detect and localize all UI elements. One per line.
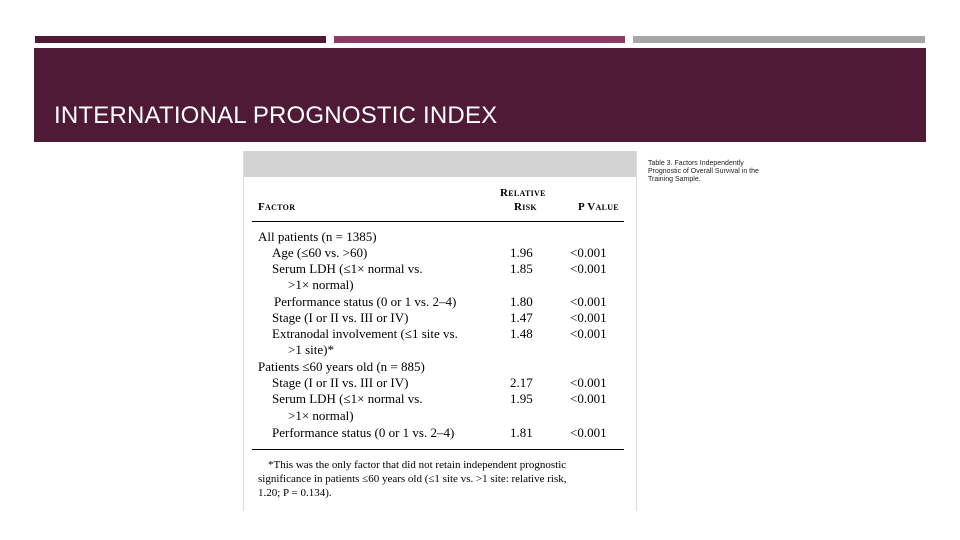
table-row bbox=[244, 359, 636, 374]
accent-stripe-dark bbox=[35, 36, 326, 43]
accent-stripe-magenta bbox=[334, 36, 625, 43]
row-label: >1× normal) bbox=[288, 277, 354, 292]
row-relative-risk: 1.48 bbox=[510, 326, 533, 341]
row-relative-risk: 1.81 bbox=[510, 425, 533, 440]
table-row bbox=[244, 326, 636, 341]
row-label: >1 site)* bbox=[288, 342, 334, 357]
row-label: >1× normal) bbox=[288, 408, 354, 423]
table-row bbox=[244, 310, 636, 325]
prognostic-table bbox=[243, 151, 637, 511]
row-p-value: <0.001 bbox=[570, 375, 607, 390]
row-label: Serum LDH (≤1× normal vs. bbox=[272, 391, 423, 406]
header-relative-risk-line1: Relative bbox=[500, 187, 546, 199]
row-p-value: <0.001 bbox=[570, 261, 607, 276]
table-row bbox=[244, 261, 636, 276]
table-footnote bbox=[258, 458, 628, 500]
row-p-value: <0.001 bbox=[570, 294, 607, 309]
row-label: Stage (I or II vs. III or IV) bbox=[272, 310, 409, 325]
caption-line: Table 3. Factors Independently bbox=[648, 160, 744, 167]
row-p-value: <0.001 bbox=[570, 391, 607, 406]
table-row bbox=[244, 425, 636, 440]
table-row bbox=[244, 375, 636, 390]
row-relative-risk: 1.85 bbox=[510, 261, 533, 276]
table-row bbox=[244, 294, 636, 309]
table-row bbox=[244, 245, 636, 260]
row-label: Age (≤60 vs. >60) bbox=[272, 245, 368, 260]
table-rule-bottom bbox=[252, 449, 624, 450]
row-p-value: <0.001 bbox=[570, 425, 607, 440]
table-rule-top bbox=[252, 221, 624, 222]
row-p-value: <0.001 bbox=[570, 245, 607, 260]
title-band bbox=[34, 48, 926, 142]
row-relative-risk: 1.96 bbox=[510, 245, 533, 260]
row-relative-risk: 2.17 bbox=[510, 375, 533, 390]
header-factor: Factor bbox=[258, 201, 296, 213]
row-label: Extranodal involvement (≤1 site vs. bbox=[272, 326, 458, 341]
header-relative-risk-line2: Risk bbox=[514, 201, 537, 213]
row-relative-risk: 1.95 bbox=[510, 391, 533, 406]
table-header-bar bbox=[244, 151, 636, 177]
footnote-line: significance in patients ≤60 years old (≤1 site vs. >1 site: relative risk, bbox=[258, 473, 567, 485]
row-relative-risk: 1.80 bbox=[510, 294, 533, 309]
caption-line: Training Sample. bbox=[648, 176, 701, 183]
row-p-value: <0.001 bbox=[570, 326, 607, 341]
row-label: Performance status (0 or 1 vs. 2–4) bbox=[274, 294, 457, 309]
row-p-value: <0.001 bbox=[570, 310, 607, 325]
footnote-line: 1.20; P = 0.134). bbox=[258, 487, 332, 499]
row-label: All patients (n = 1385) bbox=[258, 229, 377, 244]
row-label: Stage (I or II vs. III or IV) bbox=[272, 375, 409, 390]
table-row bbox=[244, 391, 636, 406]
table-row bbox=[244, 277, 636, 292]
header-p-value: P Value bbox=[578, 201, 619, 213]
row-relative-risk: 1.47 bbox=[510, 310, 533, 325]
table-row bbox=[244, 229, 636, 244]
row-label: Serum LDH (≤1× normal vs. bbox=[272, 261, 423, 276]
accent-stripe-gray bbox=[633, 36, 925, 43]
table-row bbox=[244, 342, 636, 357]
caption-line: Prognostic of Overall Survival in the bbox=[648, 168, 759, 175]
table-row bbox=[244, 408, 636, 423]
footnote-line: *This was the only factor that did not retain independent prognostic bbox=[268, 459, 567, 471]
row-label: Patients ≤60 years old (n = 885) bbox=[258, 359, 425, 374]
table-caption bbox=[648, 160, 798, 184]
row-label: Performance status (0 or 1 vs. 2–4) bbox=[272, 425, 455, 440]
slide-title: INTERNATIONAL PROGNOSTIC INDEX bbox=[54, 102, 498, 129]
